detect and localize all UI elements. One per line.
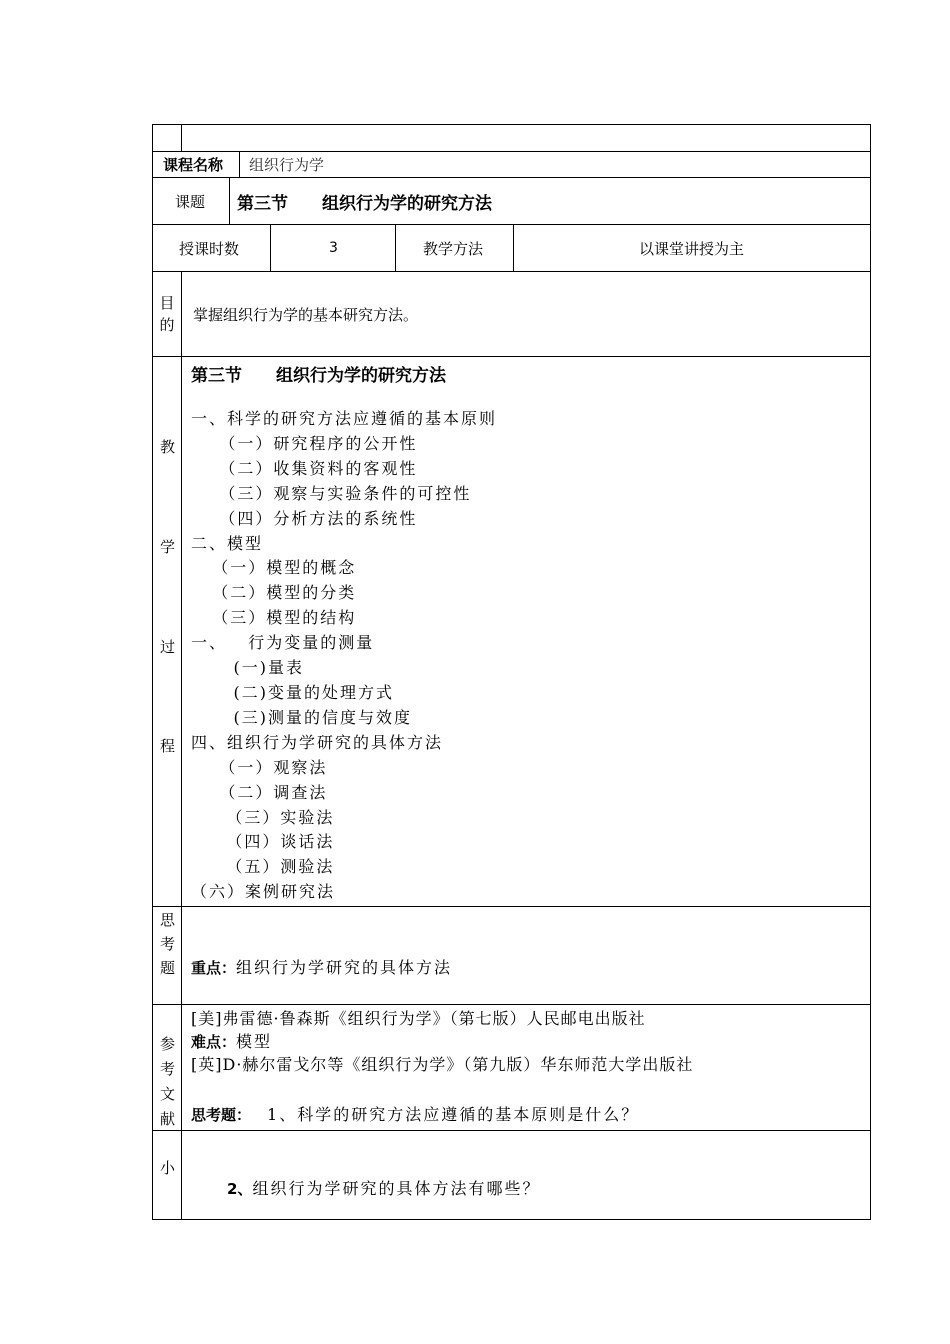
- summary-row: [153, 1130, 870, 1219]
- outline-line: （一）模型的概念: [191, 558, 357, 578]
- process-heading: 第三节 组织行为学的研究方法: [191, 366, 446, 386]
- hours-value: 3: [329, 240, 338, 256]
- outline-line: （三）观察与实验条件的可控性: [191, 483, 472, 503]
- outline-line: （三）实验法: [191, 807, 335, 827]
- topic-label: 课题: [175, 192, 206, 211]
- reference-item-1: [美]弗雷德·鲁森斯《组织行为学》（第七版）人民邮电出版社: [191, 1009, 646, 1028]
- difficult-point: 难点：模型: [191, 1031, 273, 1051]
- outline-line: （二）调查法: [191, 782, 328, 802]
- method-label: 教学方法: [423, 239, 484, 258]
- outline-line: （四）分析方法的系统性: [191, 508, 418, 528]
- outline-line: 四、组织行为学研究的具体方法: [191, 732, 444, 752]
- references-row: [153, 1004, 870, 1130]
- process-outline: [191, 407, 497, 905]
- outline-line: 一、科学的研究方法应遵循的基本原则: [191, 409, 498, 428]
- outline-line: （一）研究程序的公开性: [191, 433, 418, 453]
- purpose-label: 目 的: [159, 294, 175, 334]
- lesson-plan-table: [152, 124, 871, 1220]
- outline-line: (一)量表: [191, 658, 305, 678]
- question-2: 2、组织行为学研究的具体方法有哪些？: [227, 1178, 541, 1198]
- purpose-row: [153, 271, 870, 356]
- empty-row: [153, 125, 870, 151]
- outline-line: （四）谈话法: [191, 832, 335, 852]
- outline-line: (二)变量的处理方式: [191, 682, 395, 702]
- question-1: 思考题： 1、科学的研究方法应遵循的基本原则是什么？: [191, 1105, 640, 1124]
- thinking-label: 思 考 题: [160, 911, 176, 977]
- course-label: 课程名称: [163, 156, 224, 174]
- summary-label: 小: [160, 1159, 176, 1177]
- outline-line: （五）测验法: [191, 857, 335, 877]
- outline-line: （二）收集资料的客观性: [191, 458, 418, 478]
- topic-value: 第三节 组织行为学的研究方法: [237, 193, 492, 214]
- hours-label: 授课时数: [179, 239, 240, 258]
- references-label: 参 考 文 献: [160, 1035, 176, 1128]
- outline-line: (三)测量的信度与效度: [191, 707, 413, 727]
- method-value: 以课堂讲授为主: [639, 239, 745, 258]
- outline-line: （三）模型的结构: [191, 608, 357, 628]
- outline-line: 二、模型: [191, 533, 264, 553]
- info-row: [153, 224, 870, 271]
- topic-row: [153, 177, 870, 224]
- outline-line: （二）模型的分类: [191, 583, 357, 603]
- outline-line: （一）观察法: [191, 757, 328, 777]
- process-row: [153, 356, 870, 906]
- reference-item-2: [英]D·赫尔雷戈尔等《组织行为学》（第九版）华东师范大学出版社: [191, 1055, 694, 1074]
- key-point: 重点：组织行为学研究的具体方法: [191, 958, 453, 977]
- course-value: 组织行为学: [249, 156, 325, 174]
- outline-line: 一、 行为变量的测量: [191, 633, 375, 653]
- process-label: 教 学 过 程: [160, 438, 176, 755]
- course-row: [153, 151, 870, 177]
- purpose-text: 掌握组织行为学的基本研究方法。: [193, 305, 419, 324]
- outline-line: （六）案例研究法: [191, 882, 336, 902]
